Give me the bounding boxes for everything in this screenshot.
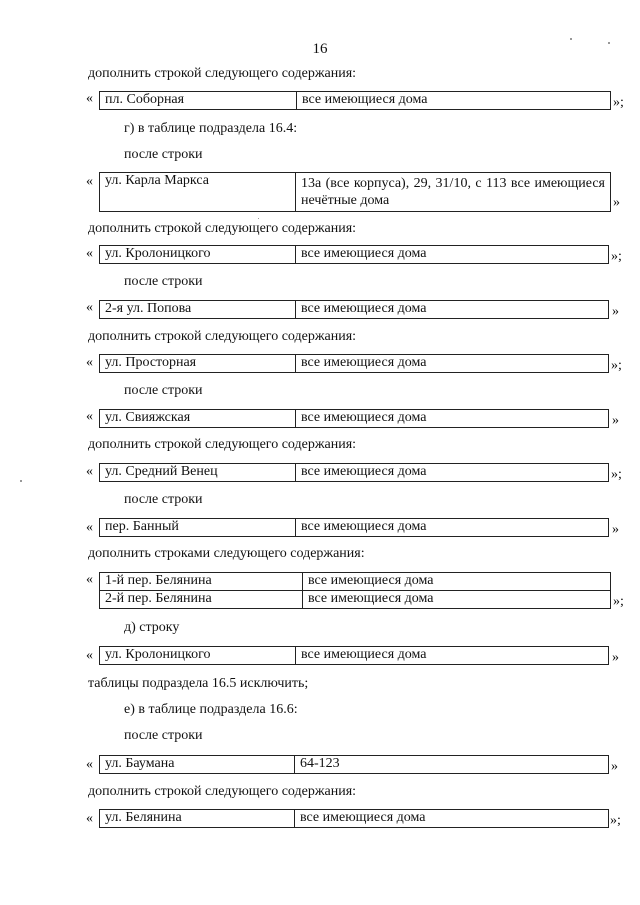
table-row xyxy=(100,464,609,482)
street-cell: ул. Кролоницкого xyxy=(100,246,296,264)
table-row xyxy=(100,410,609,428)
page-number: 16 xyxy=(312,41,328,57)
houses-cell: все имеющиеся дома xyxy=(303,591,611,609)
houses-cell: все имеющиеся дома xyxy=(296,519,609,537)
open-quote: « xyxy=(86,174,93,189)
table-row xyxy=(100,519,609,537)
open-quote: « xyxy=(86,572,93,587)
street-cell: ул. Кролоницкого xyxy=(100,647,296,665)
scan-speck xyxy=(258,218,259,219)
street-cell: ул. Свияжская xyxy=(100,410,296,428)
address-table xyxy=(99,518,609,537)
street-cell: 2-я ул. Попова xyxy=(100,301,296,319)
address-table xyxy=(99,91,611,110)
table-row xyxy=(100,591,611,609)
paragraph: дополнить строками следующего содержания: xyxy=(88,546,365,561)
houses-cell: все имеющиеся дома xyxy=(296,464,609,482)
table-row xyxy=(100,173,611,212)
paragraph: дополнить строкой следующего содержания: xyxy=(88,437,357,452)
street-cell: пл. Соборная xyxy=(100,92,297,110)
close-quote: » xyxy=(611,759,618,774)
paragraph: после строки xyxy=(124,274,203,289)
paragraph: после строки xyxy=(124,728,203,743)
street-cell: 2-й пер. Белянина xyxy=(100,591,303,609)
close-quote: »; xyxy=(613,95,624,110)
open-quote: « xyxy=(86,648,93,663)
close-quote: »; xyxy=(610,813,621,828)
paragraph: после строки xyxy=(124,492,203,507)
open-quote: « xyxy=(86,246,93,261)
table-row xyxy=(100,246,609,264)
houses-cell: все имеющиеся дома xyxy=(296,355,609,373)
houses-cell: 64-123 xyxy=(295,756,609,774)
close-quote: »; xyxy=(613,594,624,609)
close-quote: »; xyxy=(611,358,622,373)
address-table xyxy=(99,572,611,609)
close-quote: »; xyxy=(611,249,622,264)
close-quote: » xyxy=(612,304,619,319)
houses-cell: все имеющиеся дома xyxy=(296,647,609,665)
street-cell: ул. Белянина xyxy=(100,810,295,828)
open-quote: « xyxy=(86,355,93,370)
paragraph: е) в таблице подраздела 16.6: xyxy=(124,702,298,717)
table-row xyxy=(100,810,609,828)
address-table xyxy=(99,172,611,212)
paragraph: таблицы подраздела 16.5 исключить; xyxy=(88,676,309,691)
street-cell: пер. Банный xyxy=(100,519,296,537)
address-table xyxy=(99,245,609,264)
open-quote: « xyxy=(86,811,93,826)
close-quote: » xyxy=(612,413,619,428)
paragraph: дополнить строкой следующего содержания: xyxy=(88,329,357,344)
houses-cell: все имеющиеся дома xyxy=(296,410,609,428)
close-quote: » xyxy=(612,522,619,537)
open-quote: « xyxy=(86,464,93,479)
open-quote: « xyxy=(86,409,93,424)
scan-speck xyxy=(608,42,610,44)
address-table xyxy=(99,354,609,373)
address-table xyxy=(99,463,609,482)
paragraph: дополнить строкой следующего содержания: xyxy=(88,784,357,799)
address-table xyxy=(99,409,609,428)
open-quote: « xyxy=(86,300,93,315)
close-quote: » xyxy=(612,650,619,665)
paragraph: после строки xyxy=(124,383,203,398)
street-cell: ул. Просторная xyxy=(100,355,296,373)
paragraph: дополнить строкой следующего содержания: xyxy=(88,221,357,236)
houses-cell: 13а (все корпуса), 29, 31/10, с 113 все имеющиеся нечётные дома xyxy=(296,173,611,212)
houses-cell: все имеющиеся дома xyxy=(303,573,611,591)
houses-cell: все имеющиеся дома xyxy=(296,246,609,264)
scan-speck xyxy=(570,38,572,40)
street-cell: ул. Карла Маркса xyxy=(100,173,296,212)
paragraph: г) в таблице подраздела 16.4: xyxy=(124,121,298,136)
address-table xyxy=(99,300,609,319)
address-table xyxy=(99,755,609,774)
table-row xyxy=(100,355,609,373)
table-row xyxy=(100,756,609,774)
houses-cell: все имеющиеся дома xyxy=(296,301,609,319)
address-table xyxy=(99,646,609,665)
table-row xyxy=(100,301,609,319)
address-table xyxy=(99,809,609,828)
scan-speck xyxy=(20,480,22,482)
paragraph: после строки xyxy=(124,147,203,162)
street-cell: ул. Средний Венец xyxy=(100,464,296,482)
houses-cell: все имеющиеся дома xyxy=(295,810,609,828)
street-cell: 1-й пер. Белянина xyxy=(100,573,303,591)
open-quote: « xyxy=(86,91,93,106)
close-quote: »; xyxy=(611,467,622,482)
table-row xyxy=(100,647,609,665)
open-quote: « xyxy=(86,520,93,535)
open-quote: « xyxy=(86,757,93,772)
street-cell: ул. Баумана xyxy=(100,756,295,774)
close-quote: » xyxy=(613,195,620,210)
table-row xyxy=(100,573,611,591)
paragraph: дополнить строкой следующего содержания: xyxy=(88,66,357,81)
houses-cell: все имеющиеся дома xyxy=(297,92,611,110)
table-row xyxy=(100,92,611,110)
paragraph: д) строку xyxy=(124,620,180,635)
